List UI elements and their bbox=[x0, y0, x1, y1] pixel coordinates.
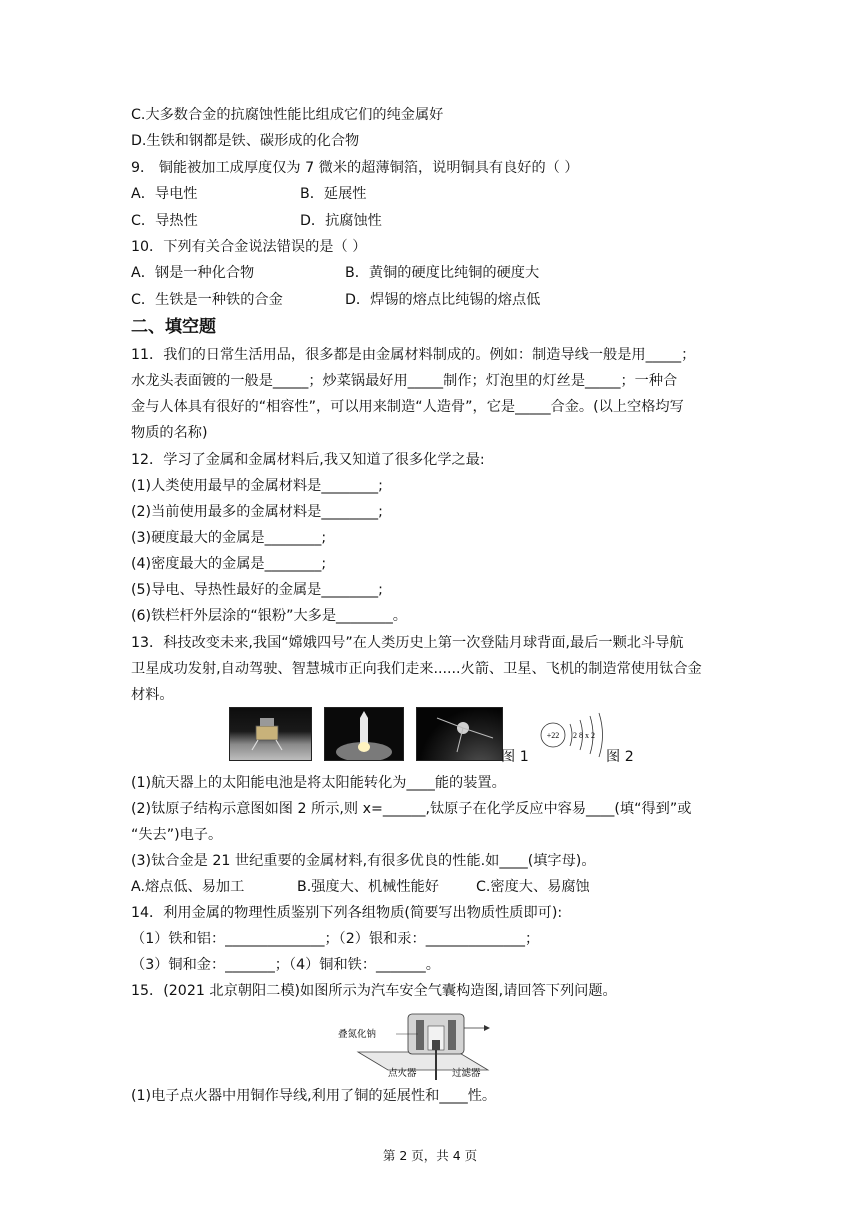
figure-1-caption: 图 1 bbox=[501, 749, 529, 765]
q12-item-5: (5)导电、导热性最好的金属是________; bbox=[131, 582, 383, 598]
q13-sub-2-line-1: (2)钛原子结构示意图如图 2 所示,则 x=______,钛原子在化学反应中容易____(填“得到”或 bbox=[131, 801, 692, 817]
label-igniter: 点火器 bbox=[388, 1068, 417, 1079]
figure-2-caption: 图 2 bbox=[606, 749, 634, 765]
rocket-launch-photo bbox=[324, 707, 404, 761]
q13-sub-3: (3)钛合金是 21 世纪重要的金属材料,有很多优良的性能.如____(填字母)。 bbox=[131, 853, 596, 869]
airbag-structure-diagram bbox=[338, 1004, 500, 1084]
q9-option-b: B．延展性 bbox=[300, 186, 367, 202]
question-9: 9． 铜能被加工成厚度仅为 7 微米的超薄铜箔，说明铜具有良好的（ ） bbox=[131, 160, 579, 176]
q13-sub-1: (1)航天器上的太阳能电池是将太阳能转化为____能的装置。 bbox=[131, 775, 506, 791]
q13-line-1: 13．科技改变未来,我国“嫦娥四号”在人类历史上第一次登陆月球背面,最后一颗北斗导航 bbox=[131, 635, 684, 651]
question-14: 14．利用金属的物理性质鉴别下列各组物质(简要写出物质性质即可): bbox=[131, 905, 563, 921]
q10-option-c: C．生铁是一种铁的合金 bbox=[131, 292, 283, 308]
q11-line-4: 物质的名称) bbox=[131, 425, 208, 441]
q12-item-1: (1)人类使用最早的金属材料是________; bbox=[131, 478, 383, 494]
q12-item-3: (3)硬度最大的金属是________; bbox=[131, 530, 327, 546]
q9-option-a: A．导电性 bbox=[131, 186, 198, 202]
q10-option-a: A．钢是一种化合物 bbox=[131, 265, 255, 281]
q13-choice-a: A.熔点低、易加工 bbox=[131, 879, 245, 895]
question-10: 10．下列有关合金说法错误的是（ ） bbox=[131, 239, 367, 255]
nucleus-label: +22 bbox=[546, 731, 560, 740]
q14-line-2: （3）铜和金：_______；（4）铜和铁：_______。 bbox=[131, 957, 440, 973]
question-12: 12．学习了金属和金属材料后,我又知道了很多化学之最: bbox=[131, 452, 485, 468]
q10-option-b: B．黄铜的硬度比纯铜的硬度大 bbox=[345, 265, 540, 281]
page-footer: 第 2 页，共 4 页 bbox=[382, 1148, 478, 1163]
q12-item-6: (6)铁栏杆外层涂的“银粉”大多是________。 bbox=[131, 608, 407, 624]
question-15: 15．(2021 北京朝阳二模)如图所示为汽车安全气囊构造图,请回答下列问题。 bbox=[131, 983, 617, 999]
q13-choice-b: B.强度大、机械性能好 bbox=[297, 879, 439, 895]
q10-option-d: D．焊锡的熔点比纯锡的熔点低 bbox=[345, 292, 541, 308]
shell-counts: 2 8 x 2 bbox=[573, 731, 595, 740]
q11-line-3: 金与人体具有很好的“相容性”，可以用来制造“人造骨”，它是_____合金。(以上空格均写 bbox=[131, 399, 684, 415]
q11-line-2: 水龙头表面镀的一般是_____；炒菜锅最好用_____制作；灯泡里的灯丝是_____；一种合 bbox=[131, 373, 678, 389]
section-heading: 二、填空题 bbox=[131, 317, 216, 337]
q12-item-2: (2)当前使用最多的金属材料是________; bbox=[131, 504, 383, 520]
q13-line-3: 材料。 bbox=[131, 687, 174, 703]
lander-image bbox=[230, 708, 311, 760]
satellite-image bbox=[417, 708, 502, 760]
q13-choice-c: C.密度大、易腐蚀 bbox=[476, 879, 590, 895]
q12-item-4: (4)密度最大的金属是________; bbox=[131, 556, 327, 572]
q13-sub-2-line-2: “失去”)电子。 bbox=[131, 827, 223, 843]
label-filter: 过滤器 bbox=[452, 1068, 481, 1079]
option-c-line: C.大多数合金的抗腐蚀性能比组成它们的纯金属好 bbox=[131, 107, 444, 123]
titanium-atom-diagram bbox=[536, 710, 606, 760]
q14-line-1: （1）铁和铝：______________；（2）银和汞：______________； bbox=[131, 931, 540, 947]
lunar-lander-photo bbox=[229, 707, 312, 761]
option-d-line: D.生铁和钢都是铁、碳形成的化合物 bbox=[131, 133, 360, 149]
label-sodium-azide: 叠氮化钠 bbox=[338, 1029, 377, 1040]
q9-option-d: D．抗腐蚀性 bbox=[300, 213, 382, 229]
satellite-photo bbox=[416, 707, 503, 761]
q15-sub-1: (1)电子点火器中用铜作导线,利用了铜的延展性和____性。 bbox=[131, 1088, 497, 1104]
rocket-image bbox=[325, 708, 403, 760]
q13-line-2: 卫星成功发射,自动驾驶、智慧城市正向我们走来......火箭、卫星、飞机的制造常使用钛合金 bbox=[131, 661, 702, 677]
q9-option-c: C．导热性 bbox=[131, 213, 198, 229]
q11-line-1: 11．我们的日常生活用品，很多都是由金属材料制成的。例如：制造导线一般是用_____； bbox=[131, 347, 696, 363]
